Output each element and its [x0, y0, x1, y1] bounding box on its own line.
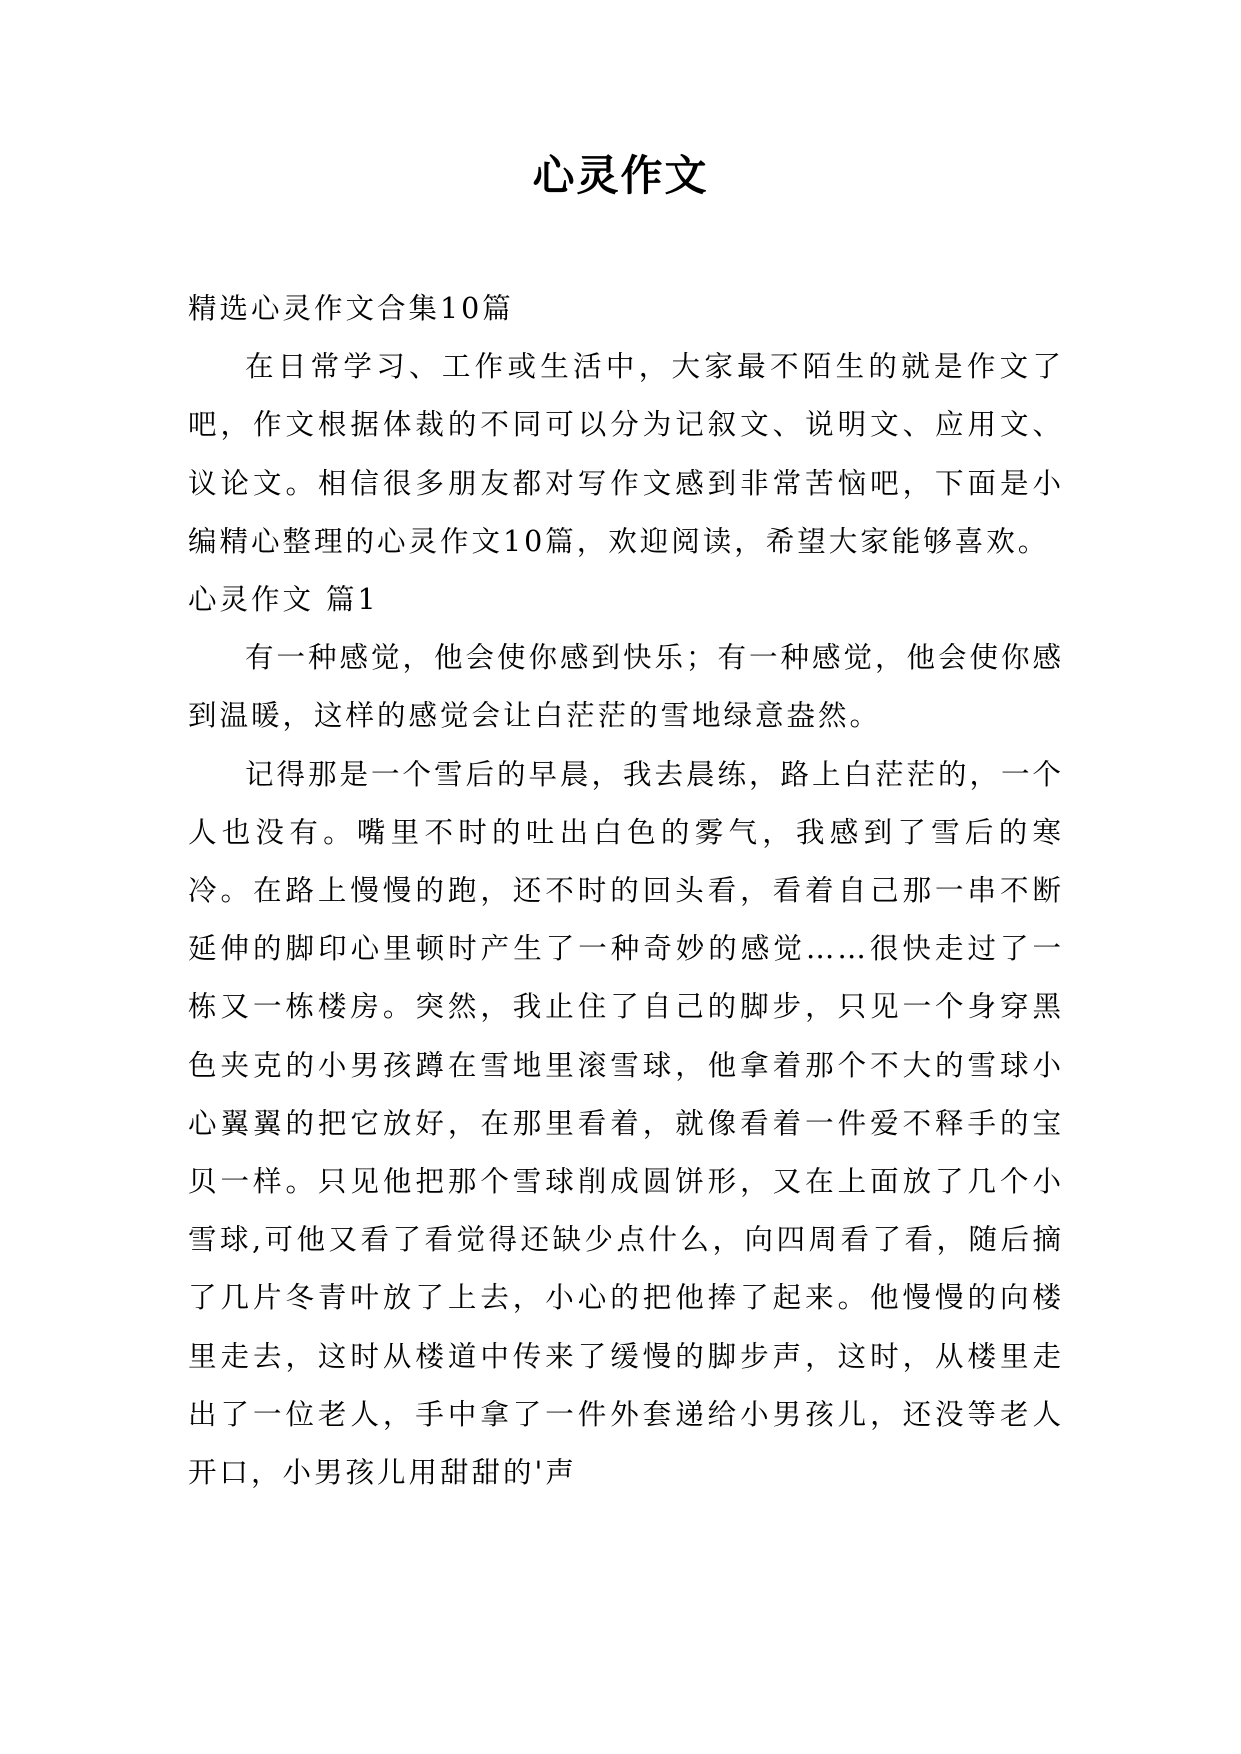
section-heading-1: 心灵作文 篇1 [188, 583, 379, 617]
document-body [188, 280, 1064, 1502]
intro-paragraph: 在日常学习、工作或生活中，大家最不陌生的就是作文了吧，作文根据体裁的不同可以分为记叙文、说明文、应用文、议论文。相信很多朋友都对写作文感到非常苦恼吧，下面是小编精心整理的心灵作文10篇，欢迎阅读，希望大家能够喜欢。 [188, 350, 1064, 558]
section-1-paragraph-1: 有一种感觉，他会使你感到快乐；有一种感觉，他会使你感到温暖，这样的感觉会让白茫茫的雪地绿意盎然。 [188, 641, 1065, 733]
collection-subtitle: 精选心灵作文合集10篇 [188, 292, 514, 325]
document-title: 心灵作文 [532, 151, 709, 200]
section-1-paragraph-2: 记得那是一个雪后的早晨，我去晨练，路上白茫茫的，一个人也没有。嘴里不时的吐出白色的雾气，我感到了雪后的寒冷。在路上慢慢的跑，还不时的回头看，看着自己那一串不断延伸的脚印心里顿时产生了一种奇妙的感觉……很快走过了一栋又一栋楼房。突然，我止住了自己的脚步，只见一个身穿黑色夹克的小男孩蹲在雪地里滚雪球，他拿着那个不大的雪球小心翼翼的把它放好，在那里看着，就像看着一件爱不释手的宝贝一样。只见他把那个雪球削成圆饼形，又在上面放了几个小雪球,可他又看了看觉得还缺少点什么，向四周看了看，随后摘了几片冬青叶放了上去，小心的把他捧了起来。他慢慢的向楼里走去，这时从楼道中传来了缓慢的脚步声，这时，从楼里走出了一位老人，手中拿了一件外套递给小男孩儿，还没等老人开口，小男孩儿用甜甜的'声 [188, 757, 1065, 1490]
